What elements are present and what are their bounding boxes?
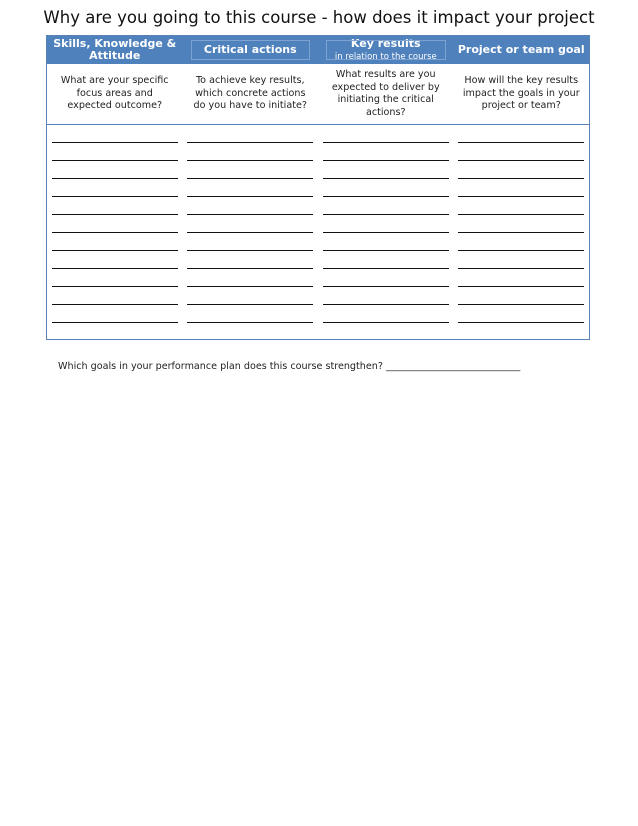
answer-line[interactable] bbox=[52, 322, 178, 323]
answer-line[interactable] bbox=[458, 322, 584, 323]
header-label: Key results bbox=[350, 37, 421, 50]
answer-line[interactable] bbox=[187, 178, 313, 179]
answer-line[interactable] bbox=[52, 178, 178, 179]
answer-line[interactable] bbox=[52, 196, 178, 197]
answer-line[interactable] bbox=[52, 268, 178, 269]
answer-line[interactable] bbox=[187, 214, 313, 215]
answer-line[interactable] bbox=[52, 214, 178, 215]
answer-column-critical-actions[interactable] bbox=[187, 125, 313, 339]
answer-column-key-results[interactable] bbox=[323, 125, 449, 339]
answer-line[interactable] bbox=[323, 250, 449, 251]
answer-line[interactable] bbox=[187, 196, 313, 197]
header-key-results bbox=[318, 36, 454, 64]
table-prompt-row bbox=[47, 64, 589, 125]
header-skills-knowledge-attitude bbox=[47, 36, 183, 64]
prompt-critical-actions: To achieve key results, which concrete actions do you have to initiate? bbox=[193, 75, 307, 112]
answer-line[interactable] bbox=[187, 286, 313, 287]
answer-line[interactable] bbox=[52, 304, 178, 305]
answer-line[interactable] bbox=[52, 286, 178, 287]
answer-line[interactable] bbox=[52, 142, 178, 143]
answer-column-project-goal[interactable] bbox=[458, 125, 584, 339]
answer-line[interactable] bbox=[323, 178, 449, 179]
answer-line[interactable] bbox=[323, 322, 449, 323]
header-sublabel: in relation to the course bbox=[334, 52, 437, 62]
header-project-team-goal bbox=[454, 36, 590, 64]
prompt-project-goal: How will the key results impact the goals in your project or team? bbox=[462, 75, 580, 112]
answer-line[interactable] bbox=[323, 232, 449, 233]
answer-line[interactable] bbox=[187, 160, 313, 161]
answer-line[interactable] bbox=[187, 268, 313, 269]
answer-line[interactable] bbox=[187, 232, 313, 233]
answer-line[interactable] bbox=[323, 214, 449, 215]
answer-line[interactable] bbox=[187, 142, 313, 143]
prompt-key-results: What results are you expected to deliver by initiating the critical actions? bbox=[331, 69, 440, 118]
prompt-skills: What are your specific focus areas and expected outcome? bbox=[60, 75, 169, 112]
answer-line[interactable] bbox=[458, 268, 584, 269]
answer-line[interactable] bbox=[323, 160, 449, 161]
answer-line[interactable] bbox=[458, 160, 584, 161]
answer-line[interactable] bbox=[52, 232, 178, 233]
answer-line[interactable] bbox=[187, 304, 313, 305]
answer-line[interactable] bbox=[458, 250, 584, 251]
performance-plan-question: Which goals in your performance plan does this course strengthen? ____________________________ bbox=[58, 361, 521, 372]
answer-line[interactable] bbox=[187, 322, 313, 323]
answer-line[interactable] bbox=[458, 232, 584, 233]
answer-line[interactable] bbox=[458, 142, 584, 143]
answer-line[interactable] bbox=[458, 304, 584, 305]
answer-line[interactable] bbox=[323, 142, 449, 143]
answer-line[interactable] bbox=[52, 250, 178, 251]
answer-line[interactable] bbox=[458, 214, 584, 215]
answer-line[interactable] bbox=[323, 286, 449, 287]
goals-table bbox=[46, 35, 590, 340]
header-critical-actions bbox=[183, 36, 319, 64]
table-header-row bbox=[47, 36, 589, 64]
answer-line[interactable] bbox=[323, 268, 449, 269]
page-title: Why are you going to this course - how does it impact your project bbox=[43, 8, 595, 27]
answer-line[interactable] bbox=[323, 196, 449, 197]
answer-line[interactable] bbox=[458, 178, 584, 179]
answer-lines-area bbox=[47, 125, 589, 339]
header-label: Critical actions bbox=[203, 43, 297, 56]
answer-line[interactable] bbox=[323, 304, 449, 305]
answer-column-skills[interactable] bbox=[52, 125, 178, 339]
answer-line[interactable] bbox=[52, 160, 178, 161]
answer-line[interactable] bbox=[458, 286, 584, 287]
header-label: Skills, Knowledge & Attitude bbox=[53, 37, 177, 62]
answer-line[interactable] bbox=[458, 196, 584, 197]
answer-line[interactable] bbox=[187, 250, 313, 251]
header-label: Project or team goal bbox=[457, 43, 585, 56]
